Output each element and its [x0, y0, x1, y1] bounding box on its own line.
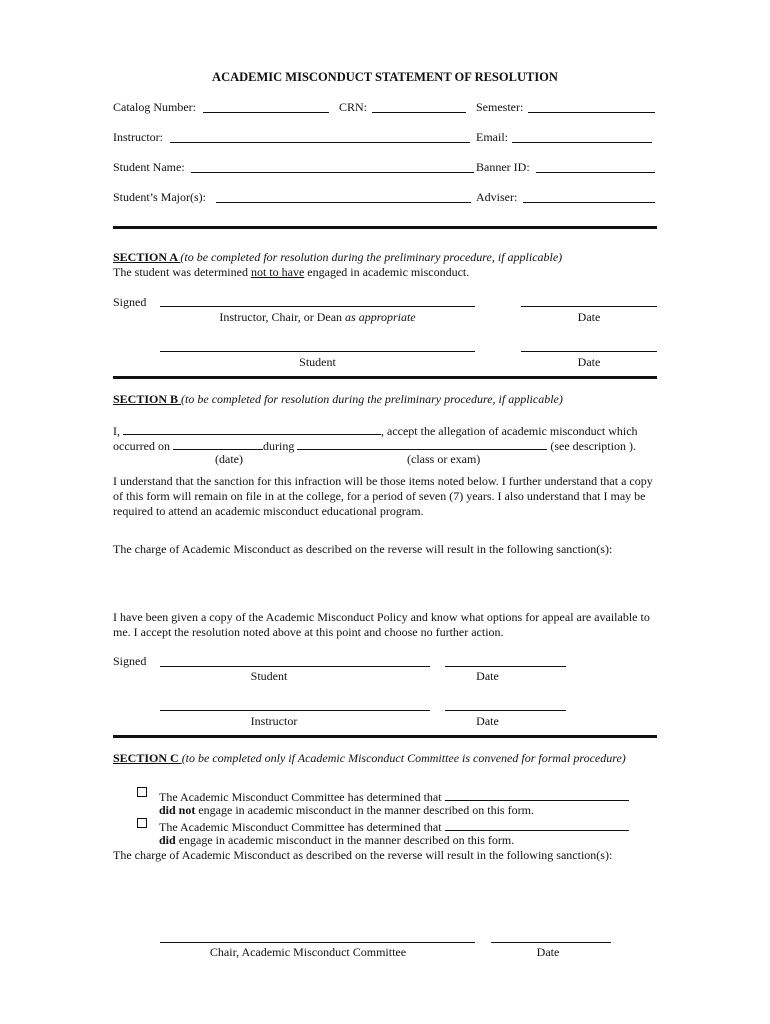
policy-paragraph: I have been given a copy of the Academic Misconduct Policy and know what options for appeal are available to me. I accept the resolution noted above at this point and choose no further action.: [113, 610, 650, 639]
date-caption: Date: [536, 945, 560, 959]
student-name-label: Student Name:: [113, 160, 185, 174]
semester-label: Semester:: [476, 100, 524, 114]
student-signature-line[interactable]: [160, 666, 430, 667]
date-line[interactable]: [445, 710, 566, 711]
section-a-heading: SECTION A (to be completed for resolution during the preliminary procedure, if applicable): [113, 250, 563, 264]
understanding-paragraph: I understand that the sanction for this infraction will be those items noted below. I further understand that a copy of this form will remain on file in at the college, for a period of seven (7) years. I also understand that I may be required to attend an academic misconduct educational program.: [113, 474, 653, 518]
did-not-engage-checkbox[interactable]: [137, 787, 147, 797]
date-caption: (date): [215, 452, 243, 466]
option-2-text: The Academic Misconduct Committee has determined that: [159, 818, 629, 834]
banner-id-field[interactable]: [536, 172, 655, 173]
semester-field[interactable]: [528, 112, 655, 113]
majors-field[interactable]: [216, 202, 471, 203]
banner-id-label: Banner ID:: [476, 160, 530, 174]
instructor-field[interactable]: [170, 142, 470, 143]
section-b-heading: SECTION B (to be completed for resolution during the preliminary procedure, if applicable): [113, 392, 563, 406]
option-1-continuation: did not engage in academic misconduct in the manner described on this form.: [159, 803, 534, 817]
class-exam-caption: (class or exam): [407, 452, 481, 466]
page-title: ACADEMIC MISCONDUCT STATEMENT OF RESOLUTION: [212, 70, 558, 84]
section-a-statement: The student was determined not to have engaged in academic misconduct.: [113, 265, 470, 279]
instructor-signature-line[interactable]: [160, 710, 430, 711]
student-name-blank[interactable]: [123, 422, 381, 435]
signature-caption: Instructor: [250, 714, 298, 728]
option-2-continuation: did engage in academic misconduct in the manner described on this form.: [159, 833, 515, 847]
date-line[interactable]: [521, 351, 657, 352]
student-signature-line[interactable]: [160, 351, 475, 352]
date-caption: Date: [577, 355, 601, 369]
acceptance-line-2: occurred on during (see description ).: [113, 439, 636, 453]
signature-caption: Chair, Academic Misconduct Committee: [209, 945, 407, 959]
student-name-blank[interactable]: [445, 818, 629, 831]
date-line[interactable]: [521, 306, 657, 307]
catalog-number-label: Catalog Number:: [113, 100, 196, 114]
date-caption: Date: [577, 310, 601, 324]
option-1-text: The Academic Misconduct Committee has determined that: [159, 788, 629, 804]
instructor-label: Instructor:: [113, 130, 163, 144]
signature-caption: Student: [299, 355, 336, 369]
email-label: Email:: [476, 130, 508, 144]
date-line[interactable]: [491, 942, 611, 943]
section-c-heading: SECTION C (to be completed only if Academic Misconduct Committee is convened for formal procedure): [113, 751, 626, 765]
instructor-signature-line[interactable]: [160, 306, 475, 307]
majors-label: Student’s Major(s):: [113, 190, 206, 204]
signature-caption: Instructor, Chair, or Dean as appropriate: [219, 310, 416, 324]
signed-label: Signed: [113, 654, 147, 668]
signature-caption: Student: [250, 669, 288, 683]
student-name-field[interactable]: [191, 172, 474, 173]
email-field[interactable]: [512, 142, 652, 143]
adviser-label: Adviser:: [476, 190, 518, 204]
adviser-field[interactable]: [523, 202, 655, 203]
section-divider: [113, 226, 657, 229]
date-blank[interactable]: [173, 437, 263, 450]
section-divider: [113, 376, 657, 379]
sanction-statement: The charge of Academic Misconduct as described on the reverse will result in the following sanction(s):: [113, 848, 613, 862]
student-name-blank[interactable]: [445, 788, 629, 801]
chair-signature-line[interactable]: [160, 942, 475, 943]
section-divider: [113, 735, 657, 738]
date-line[interactable]: [445, 666, 566, 667]
catalog-number-field[interactable]: [203, 112, 329, 113]
date-caption: Date: [476, 669, 499, 683]
crn-label: CRN:: [339, 100, 368, 114]
sanction-statement: The charge of Academic Misconduct as described on the reverse will result in the following sanction(s):: [113, 542, 613, 556]
class-exam-blank[interactable]: [297, 437, 547, 450]
crn-field[interactable]: [372, 112, 466, 113]
acceptance-line-1: I, , accept the allegation of academic misconduct which: [113, 424, 638, 438]
date-caption: Date: [476, 714, 499, 728]
did-engage-checkbox[interactable]: [137, 818, 147, 828]
signed-label: Signed: [113, 295, 147, 309]
